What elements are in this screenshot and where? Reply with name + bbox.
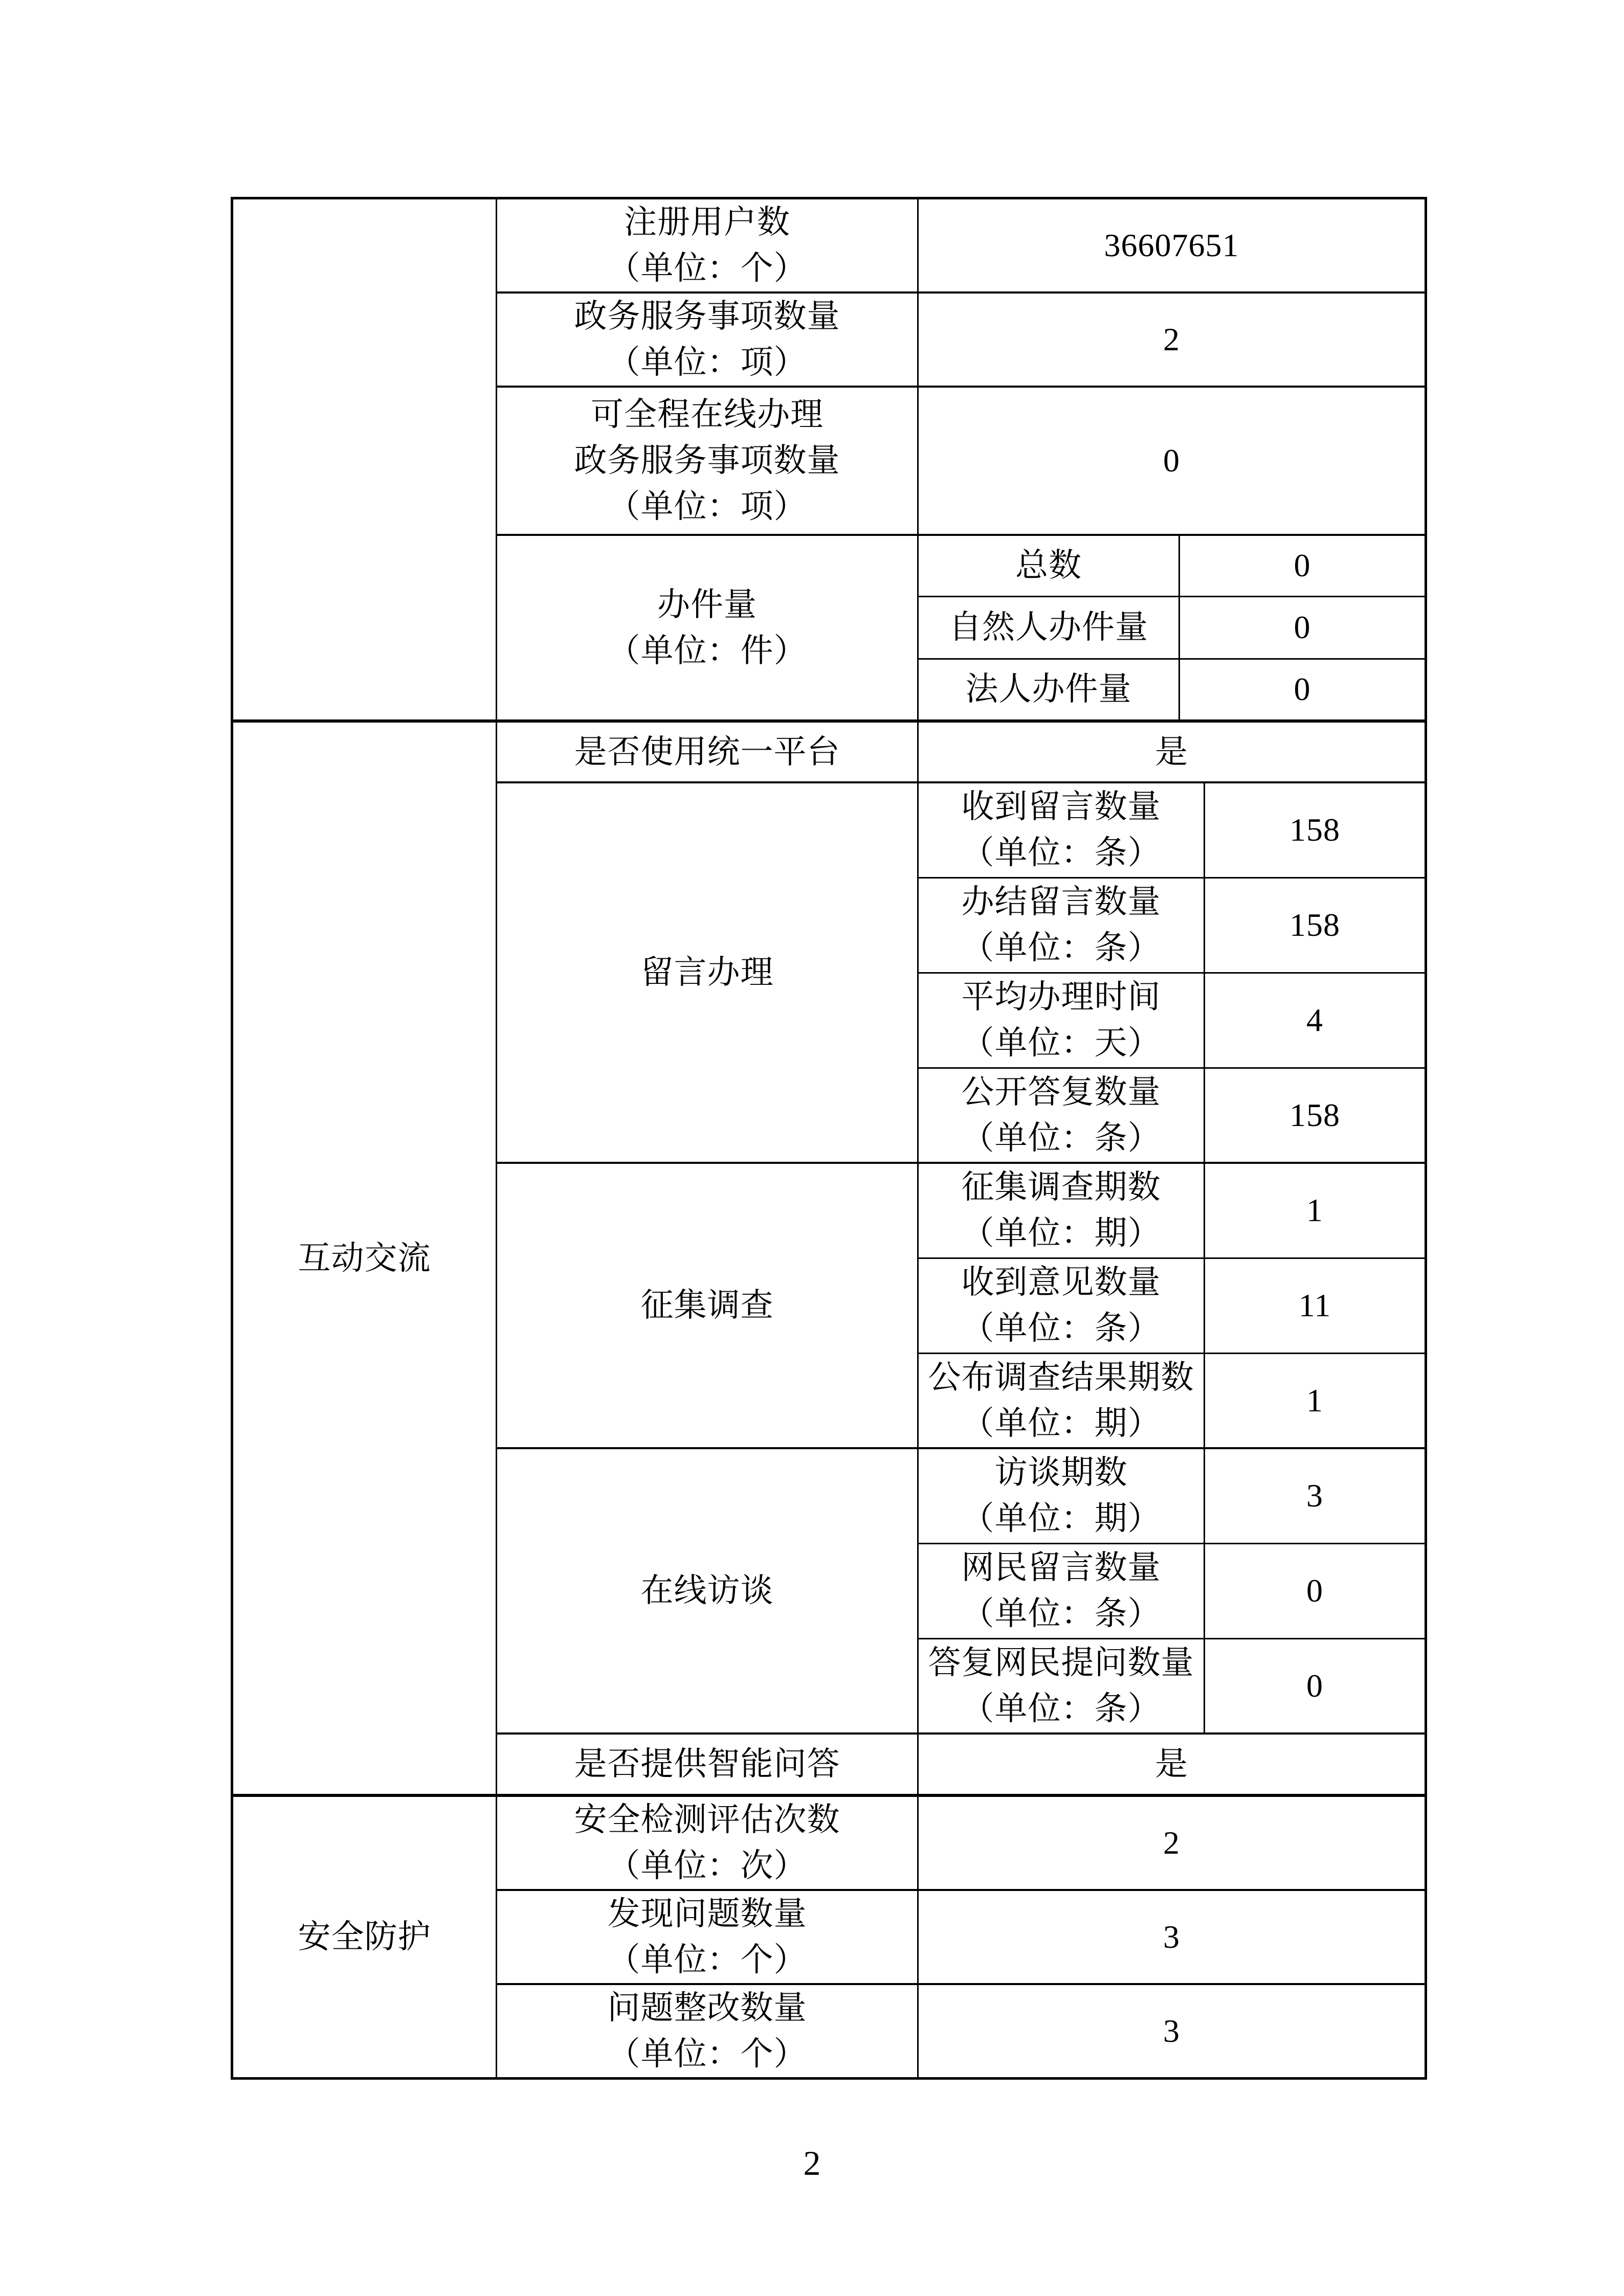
cell-text-line: 答复网民提问数量 bbox=[928, 1644, 1194, 1681]
cell-text-line: （单位：条） bbox=[961, 1119, 1161, 1156]
cell-text-line: （单位：条） bbox=[961, 835, 1161, 871]
cell-text-line: 0 bbox=[1294, 671, 1311, 708]
cell-text-line: （单位：项） bbox=[607, 488, 807, 525]
cell-text-line: 0 bbox=[1294, 609, 1311, 645]
cell-text-line: 1 bbox=[1306, 1382, 1323, 1419]
item-label-cell bbox=[497, 1890, 918, 1984]
cell-text-line: 问题整改数量 bbox=[607, 1990, 807, 2026]
cell-text-line: 平均办理时间 bbox=[961, 979, 1161, 1015]
report-table bbox=[231, 197, 1427, 2080]
subitem-label-cell bbox=[918, 1543, 1205, 1638]
value-cell bbox=[918, 292, 1426, 387]
cell-text-line: 2 bbox=[1163, 321, 1180, 357]
table-row bbox=[232, 721, 1426, 782]
item-label-cell bbox=[497, 1163, 918, 1448]
cell-text-line: 安全防护 bbox=[298, 1919, 431, 1955]
cell-text-line: 互动交流 bbox=[298, 1240, 431, 1276]
value-cell bbox=[1205, 1258, 1426, 1353]
cell-text-line: 是否使用统一平台 bbox=[574, 733, 840, 770]
subitem-label-cell bbox=[918, 782, 1205, 877]
cell-text-line: 政务服务事项数量 bbox=[574, 298, 840, 334]
item-label-cell bbox=[497, 721, 918, 782]
cell-text-line: 158 bbox=[1289, 1096, 1340, 1133]
cell-text-line: 可全程在线办理 bbox=[591, 396, 824, 433]
item-label-cell bbox=[497, 387, 918, 535]
cell-text-line: （单位：项） bbox=[607, 344, 807, 380]
cell-text-line: 3 bbox=[1163, 2013, 1180, 2049]
cell-text-line: 安全检测评估次数 bbox=[574, 1802, 840, 1838]
cell-text-line: 收到意见数量 bbox=[961, 1264, 1161, 1300]
item-label-cell bbox=[497, 1984, 918, 2079]
cell-text-line: 0 bbox=[1163, 442, 1180, 479]
value-cell bbox=[918, 387, 1426, 535]
category-cell-empty bbox=[232, 198, 497, 722]
cell-text-line: 0 bbox=[1306, 1572, 1323, 1609]
cell-text-line: （单位：条） bbox=[961, 930, 1161, 966]
cell-text-line: 注册用户数 bbox=[624, 204, 790, 240]
value-cell bbox=[1205, 1068, 1426, 1163]
cell-text-line: （单位：个） bbox=[607, 1942, 807, 1978]
category-cell bbox=[232, 1795, 497, 2079]
value-cell bbox=[918, 1734, 1426, 1795]
subitem-label-cell bbox=[918, 1353, 1205, 1448]
subitem-label-cell bbox=[918, 973, 1205, 1068]
cell-text-line: 4 bbox=[1306, 1002, 1323, 1038]
cell-text-line: 是 bbox=[1155, 733, 1188, 770]
value-cell bbox=[1205, 877, 1426, 973]
value-cell bbox=[918, 198, 1426, 293]
cell-text-line: 访谈期数 bbox=[994, 1454, 1128, 1491]
cell-text-line: 0 bbox=[1306, 1667, 1323, 1704]
cell-text-line: 在线访谈 bbox=[640, 1572, 774, 1609]
value-cell bbox=[918, 721, 1426, 782]
cell-text-line: （单位：期） bbox=[961, 1215, 1161, 1252]
value-cell bbox=[1205, 1448, 1426, 1543]
cell-text-line: （单位：条） bbox=[961, 1690, 1161, 1727]
table-row bbox=[232, 198, 1426, 293]
cell-text-line: （单位：期） bbox=[961, 1500, 1161, 1537]
cell-text-line: 自然人办件量 bbox=[949, 609, 1148, 645]
cell-text-line: 158 bbox=[1289, 907, 1340, 943]
value-cell bbox=[1205, 1638, 1426, 1734]
cell-text-line: （单位：条） bbox=[961, 1310, 1161, 1346]
cell-text-line: 发现问题数量 bbox=[607, 1896, 807, 1932]
subitem-label-cell bbox=[918, 535, 1180, 596]
cell-text-line: 总数 bbox=[1015, 547, 1082, 584]
item-label-cell bbox=[497, 535, 918, 721]
item-label-cell bbox=[497, 1795, 918, 1890]
cell-text-line: 3 bbox=[1306, 1477, 1323, 1514]
cell-text-line: 36607651 bbox=[1104, 227, 1239, 263]
cell-text-line: 政务服务事项数量 bbox=[574, 442, 840, 479]
cell-text-line: 留言办理 bbox=[640, 954, 774, 991]
subitem-label-cell bbox=[918, 1163, 1205, 1258]
subitem-label-cell bbox=[918, 1258, 1205, 1353]
value-cell bbox=[918, 1795, 1426, 1890]
cell-text-line: （单位：条） bbox=[961, 1595, 1161, 1632]
table-row bbox=[232, 1795, 1426, 1890]
cell-text-line: 征集调查期数 bbox=[961, 1169, 1161, 1206]
cell-text-line: 法人办件量 bbox=[965, 671, 1132, 708]
item-label-cell bbox=[497, 782, 918, 1163]
subitem-label-cell bbox=[918, 1448, 1205, 1543]
value-cell bbox=[1205, 1163, 1426, 1258]
value-cell bbox=[1180, 535, 1426, 596]
subitem-label-cell bbox=[918, 1638, 1205, 1734]
item-label-cell bbox=[497, 1448, 918, 1734]
cell-text-line: （单位：件） bbox=[607, 632, 807, 669]
cell-text-line: 是 bbox=[1155, 1746, 1188, 1782]
cell-text-line: （单位：个） bbox=[607, 2036, 807, 2072]
subitem-label-cell bbox=[918, 1068, 1205, 1163]
cell-text-line: 1 bbox=[1306, 1192, 1323, 1229]
item-label-cell bbox=[497, 1734, 918, 1795]
page-number: 2 bbox=[803, 2144, 821, 2182]
value-cell bbox=[1180, 659, 1426, 721]
cell-text-line: 2 bbox=[1163, 1825, 1180, 1861]
subitem-label-cell bbox=[918, 596, 1180, 659]
cell-text-line: 网民留言数量 bbox=[961, 1549, 1161, 1586]
cell-text-line: 办结留言数量 bbox=[961, 884, 1161, 920]
cell-text-line: （单位：个） bbox=[607, 250, 807, 286]
cell-text-line: 11 bbox=[1298, 1287, 1331, 1323]
cell-text-line: 征集调查 bbox=[640, 1287, 774, 1323]
cell-text-line: （单位：期） bbox=[961, 1405, 1161, 1442]
cell-text-line: （单位：天） bbox=[961, 1025, 1161, 1061]
subitem-label-cell bbox=[918, 659, 1180, 721]
item-label-cell bbox=[497, 292, 918, 387]
cell-text-line: 公开答复数量 bbox=[961, 1073, 1161, 1110]
cell-text-line: 0 bbox=[1294, 547, 1311, 584]
value-cell bbox=[918, 1984, 1426, 2079]
value-cell bbox=[1205, 1353, 1426, 1448]
value-cell bbox=[1205, 973, 1426, 1068]
subitem-label-cell bbox=[918, 877, 1205, 973]
item-label-cell bbox=[497, 198, 918, 293]
category-cell bbox=[232, 721, 497, 1795]
value-cell bbox=[1180, 596, 1426, 659]
cell-text-line: 158 bbox=[1289, 812, 1340, 848]
cell-text-line: （单位：次） bbox=[607, 1848, 807, 1884]
cell-text-line: 是否提供智能问答 bbox=[574, 1746, 840, 1782]
cell-text-line: 3 bbox=[1163, 1919, 1180, 1955]
cell-text-line: 收到留言数量 bbox=[961, 789, 1161, 825]
value-cell bbox=[1205, 782, 1426, 877]
cell-text-line: 公布调查结果期数 bbox=[928, 1359, 1194, 1395]
cell-text-line: 办件量 bbox=[657, 586, 757, 623]
value-cell bbox=[1205, 1543, 1426, 1638]
value-cell bbox=[918, 1890, 1426, 1984]
